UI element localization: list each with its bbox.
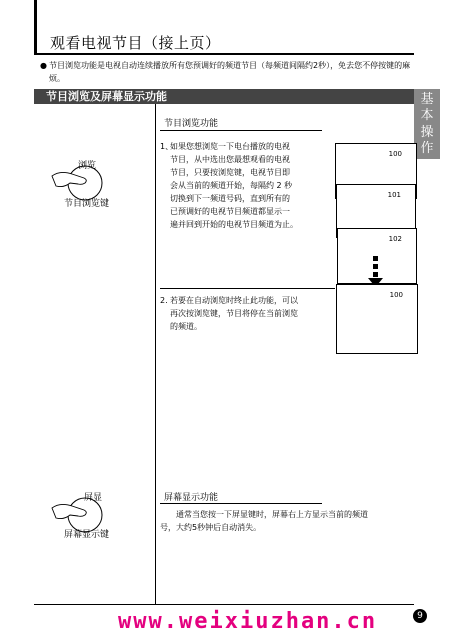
browse-key-label: 节目浏览键	[64, 199, 110, 209]
browse-button-label: 浏览	[78, 161, 97, 171]
step-line: 已预调好的电视节目频道都显示一	[170, 207, 290, 216]
step-line: 若要在自动浏览时终止此功能，可以	[170, 296, 298, 305]
body-line: 通常当您按一下屏显键时，屏幕右上方显示当前的频道	[176, 510, 368, 519]
intro-text: 节目浏览功能是电视自动连续播放所有您预调好的频道节目（每频道间隔约2秒），免去您不停按键的麻烦。	[49, 61, 411, 83]
browse-heading: 节目浏览功能	[164, 119, 219, 129]
browse-heading-rule	[160, 130, 322, 131]
watermark: www.weixiuzhan.cn	[118, 609, 378, 634]
column-divider	[155, 104, 156, 604]
channel-number: 101	[387, 191, 401, 199]
step-line: 节目，只要按浏览键，电视节目即	[170, 168, 290, 177]
step-line: 的频道。	[170, 322, 202, 331]
display-key-label: 屏幕显示键	[64, 530, 110, 540]
chapter-side-tab	[414, 89, 440, 159]
bullet-icon: ●	[40, 61, 47, 70]
title-underline	[34, 53, 414, 55]
step-line: 再次按浏览键，节目将停在当前浏览	[170, 309, 298, 318]
side-tab-char: 基	[420, 91, 434, 107]
step-number: 1、	[160, 142, 174, 151]
intro-paragraph	[40, 59, 415, 85]
step-line: 切换到下一频道号码，直到所有的	[170, 194, 290, 203]
step-number: 2.	[160, 296, 168, 305]
step-line: 会从当前的频道开始，每隔约 2 秒	[170, 181, 293, 190]
page-number: 9	[413, 609, 427, 623]
step-line: 遍并回到开始的电视节目频道为止。	[170, 220, 298, 229]
body-line: 号，大约5秒钟后自动消失。	[160, 523, 262, 532]
tv-screen	[336, 284, 418, 354]
display-body	[160, 508, 420, 534]
step-line: 节目，从中选出您最想观看的电视	[170, 155, 290, 164]
step-divider-rule	[160, 288, 335, 289]
browse-step-2	[160, 294, 340, 333]
display-button-label: 屏显	[84, 493, 103, 503]
display-heading: 屏幕显示功能	[164, 493, 219, 503]
channel-number: 102	[388, 235, 402, 243]
footer-rule	[34, 604, 414, 605]
browse-step-1	[160, 140, 340, 231]
channel-number: 100	[388, 150, 402, 158]
side-tab-char: 本	[420, 108, 434, 124]
section-title: 节目浏览及屏幕显示功能	[46, 90, 167, 103]
side-tab-char: 作	[420, 141, 434, 157]
step-line: 如果您想浏览一下电台播放的电视	[170, 142, 290, 151]
display-heading-rule	[160, 503, 322, 504]
header-accent-bar	[34, 0, 37, 55]
page-title: 观看电视节目（接上页）	[50, 34, 221, 52]
channel-number: 100	[389, 291, 403, 299]
side-tab-char: 操	[420, 124, 434, 140]
